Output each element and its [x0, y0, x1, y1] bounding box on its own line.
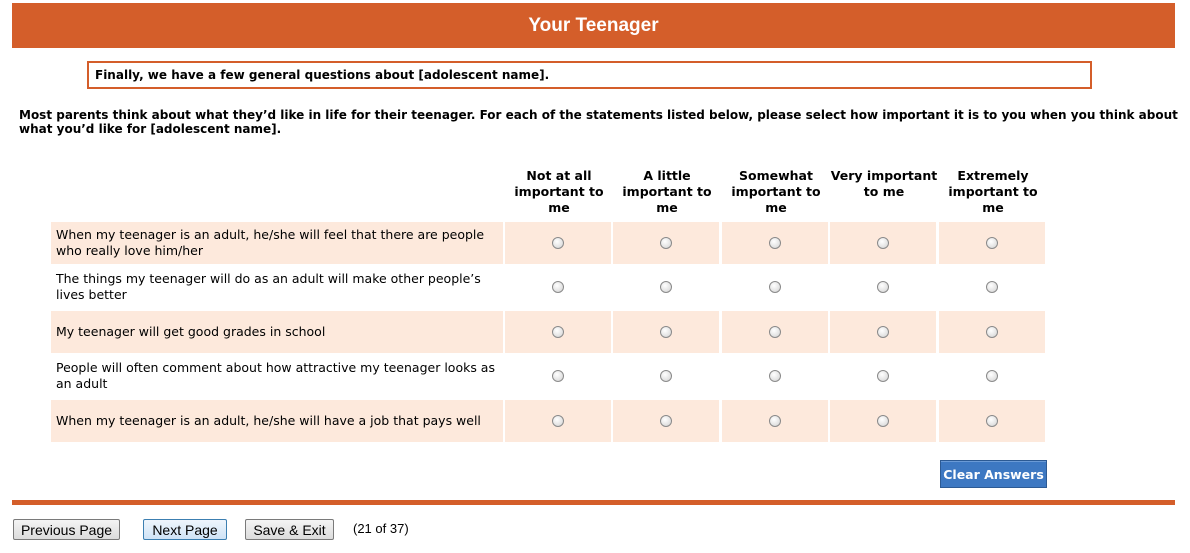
q2-not-at-all-cell — [505, 266, 611, 308]
q1-somewhat-radio[interactable] — [769, 237, 781, 249]
q3-somewhat-cell — [722, 311, 828, 353]
notice-text: Finally, we have a few general questions about [adolescent name]. — [95, 68, 550, 82]
q5-very-cell — [830, 400, 936, 442]
q3-very-cell — [830, 311, 936, 353]
column-header-a-little: A little important to me — [622, 168, 712, 215]
q2-not-at-all-radio[interactable] — [552, 281, 564, 293]
q5-extremely-cell — [939, 400, 1045, 442]
q2-extremely-radio[interactable] — [986, 281, 998, 293]
q5-somewhat-radio[interactable] — [769, 415, 781, 427]
q3-not-at-all-cell — [505, 311, 611, 353]
q4-somewhat-radio[interactable] — [769, 370, 781, 382]
column-header-very: Very important to me — [830, 168, 938, 199]
question-3-text: My teenager will get good grades in school — [51, 311, 503, 353]
q5-not-at-all-cell — [505, 400, 611, 442]
q1-not-at-all-radio[interactable] — [552, 237, 564, 249]
page-counter: (21 of 37) — [353, 521, 409, 536]
q5-a-little-cell — [613, 400, 719, 442]
q2-somewhat-cell — [722, 266, 828, 308]
save-exit-button[interactable]: Save & Exit — [245, 519, 334, 540]
question-5-text: When my teenager is an adult, he/she will have a job that pays well — [51, 400, 503, 442]
q2-a-little-radio[interactable] — [660, 281, 672, 293]
footer-divider — [12, 500, 1175, 505]
q3-very-radio[interactable] — [877, 326, 889, 338]
q4-a-little-radio[interactable] — [660, 370, 672, 382]
page-title: Your Teenager — [528, 14, 659, 36]
q4-extremely-cell — [939, 355, 1045, 397]
q1-extremely-cell — [939, 222, 1045, 264]
question-4-text: People will often comment about how attractive my teenager looks as an adult — [56, 360, 495, 391]
question-row-1 — [51, 222, 1047, 264]
question-2-text: The things my teenager will do as an adult will make other people’s lives better — [56, 271, 481, 302]
q2-somewhat-radio[interactable] — [769, 281, 781, 293]
q5-somewhat-cell — [722, 400, 828, 442]
column-header-somewhat: Somewhat important to me — [731, 168, 821, 215]
question-row-5 — [51, 400, 1047, 442]
question-1-text: When my teenager is an adult, he/she will feel that there are people who really love him/her — [51, 222, 503, 264]
q1-not-at-all-cell — [505, 222, 611, 264]
q4-extremely-radio[interactable] — [986, 370, 998, 382]
page-header — [12, 3, 1175, 48]
q5-a-little-radio[interactable] — [660, 415, 672, 427]
question-row-2 — [51, 266, 1047, 308]
q3-extremely-radio[interactable] — [986, 326, 998, 338]
q1-a-little-radio[interactable] — [660, 237, 672, 249]
clear-answers-button[interactable]: Clear Answers — [940, 460, 1047, 488]
q1-a-little-cell — [613, 222, 719, 264]
q2-extremely-cell — [939, 266, 1045, 308]
q4-somewhat-cell — [722, 355, 828, 397]
q4-not-at-all-radio[interactable] — [552, 370, 564, 382]
q2-a-little-cell — [613, 266, 719, 308]
q2-very-cell — [830, 266, 936, 308]
q1-somewhat-cell — [722, 222, 828, 264]
q4-a-little-cell — [613, 355, 719, 397]
question-row-4 — [51, 355, 1047, 397]
q4-very-radio[interactable] — [877, 370, 889, 382]
q1-very-cell — [830, 222, 936, 264]
q4-very-cell — [830, 355, 936, 397]
q3-extremely-cell — [939, 311, 1045, 353]
q3-somewhat-radio[interactable] — [769, 326, 781, 338]
q1-extremely-radio[interactable] — [986, 237, 998, 249]
q1-very-radio[interactable] — [877, 237, 889, 249]
column-header-not-at-all: Not at all important to me — [514, 168, 604, 215]
q5-extremely-radio[interactable] — [986, 415, 998, 427]
question-row-3 — [51, 311, 1047, 353]
q3-not-at-all-radio[interactable] — [552, 326, 564, 338]
q5-not-at-all-radio[interactable] — [552, 415, 564, 427]
notice-box — [87, 61, 1092, 89]
q2-very-radio[interactable] — [877, 281, 889, 293]
intro-text: Most parents think about what they’d like in life for their teenager. For each of the statements listed below, please select how important it is to you when you think about what you’d like for [adolescent name]. — [19, 108, 1178, 136]
q5-very-radio[interactable] — [877, 415, 889, 427]
next-page-button[interactable]: Next Page — [143, 519, 227, 540]
q4-not-at-all-cell — [505, 355, 611, 397]
previous-page-button[interactable]: Previous Page — [13, 519, 120, 540]
column-header-extremely: Extremely important to me — [948, 168, 1038, 215]
q3-a-little-radio[interactable] — [660, 326, 672, 338]
q3-a-little-cell — [613, 311, 719, 353]
